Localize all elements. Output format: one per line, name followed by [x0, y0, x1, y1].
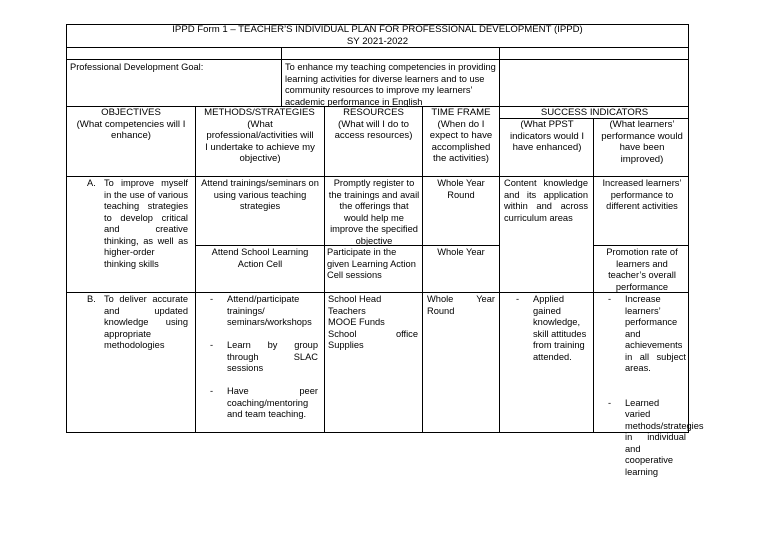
list-item: [600, 397, 704, 479]
form-title: IPPD Form 1 – TEACHER’S INDIVIDUAL PLAN FOR PROFESSIONAL DEVELOPMENT (IPPD): [172, 24, 583, 35]
resources-sub: (What will I do to access resources): [334, 118, 413, 141]
spacer-divider-1: [281, 48, 282, 106]
row-a-inner-divider-2: [593, 245, 689, 246]
bullet-dash: -: [608, 397, 612, 408]
bullet-dash: -: [210, 386, 214, 396]
list-item: [202, 386, 318, 421]
row-b-letter: B.: [87, 294, 96, 304]
methods-title: METHODS/STRATEGIES: [204, 107, 315, 118]
list-item: [202, 294, 318, 329]
col-divider-2: [324, 106, 325, 433]
list-item: [508, 294, 590, 363]
col-divider-5: [593, 118, 594, 433]
school-year: SY 2021-2022: [346, 35, 409, 47]
time-sub: (When do I expect to have accomplished the activities): [429, 118, 493, 164]
objectives-sub: (What competencies will I enhance): [76, 118, 186, 141]
row-b-learners: [600, 294, 704, 490]
row-a-objective: To improve myself in the use of various teaching strategies to develop critical and creative thinking, as well as higher-order thinking skills: [104, 178, 188, 269]
row-a-inner-divider: [195, 245, 499, 246]
success-title: SUCCESS INDICATORS: [540, 107, 649, 118]
col-divider-4: [499, 106, 500, 433]
goal-text: To enhance my teaching competencies in providing learning activities for diverse learners and to use community resources to improve my learners’ academic performance in English: [285, 62, 496, 107]
method-item-1: Attend/participate trainings/ seminars/workshops: [227, 294, 312, 327]
bullet-dash: -: [516, 294, 520, 304]
list-item: [600, 294, 686, 375]
spacer-row: [66, 48, 689, 60]
ppst-item: Applied gained knowledge, skill attitudes from training attended.: [533, 294, 587, 362]
row-a-resource-2: Participate in the given Learning Action Cell sessions: [327, 247, 416, 280]
resource-item-2: Teachers: [328, 305, 366, 316]
resource-item-4: School office Supplies: [328, 328, 418, 350]
learner-item-1: Increase learners’ performance and achievements in all subject areas.: [625, 294, 686, 373]
row-a-method-1: Attend trainings/seminars on using various teaching strategies: [201, 178, 319, 211]
learners-header: (What learners’ performance would have been improved): [601, 119, 683, 165]
row-a-learner-2: Promotion rate of learners and teacher’s overall performance: [606, 247, 678, 292]
bullet-dash: -: [608, 294, 612, 304]
row-b-objective: To deliver accurate and updated knowledge using appropriate methodologies: [104, 294, 188, 350]
methods-header: [196, 107, 324, 165]
bullet-dash: -: [210, 340, 214, 350]
row-a-letter: A.: [87, 178, 96, 188]
learner-item-2: Learned varied methods/strategies in individual and cooperative learning: [625, 397, 704, 477]
row-separator: [66, 292, 689, 293]
form-header: [66, 24, 689, 48]
resources-title: RESOURCES: [343, 107, 404, 118]
row-a-resource-1: Promptly register to the trainings and avail the offerings that would help me improve the specified objective: [328, 178, 420, 246]
row-b-time: Whole Year Round: [427, 294, 495, 316]
row-b-ppst: [508, 294, 590, 375]
row-a-time-1: Whole Year Round: [437, 178, 485, 200]
time-title: TIME FRAME: [431, 107, 491, 118]
row-a-ppst: Content knowledge and its application within and across curriculum areas: [504, 178, 588, 223]
goal-label: Professional Development Goal:: [70, 62, 204, 72]
ppst-header: (What PPST indicators would I have enhanced): [509, 119, 585, 153]
resource-item-1: School Head: [328, 294, 382, 304]
spacer-divider-2: [499, 48, 500, 106]
resources-header: [325, 107, 422, 142]
list-item: [202, 340, 318, 375]
methods-sub: (What professional/activities will I undertake to achieve my objective): [205, 118, 315, 164]
row-b-resources: [328, 294, 418, 352]
resource-item-3: MOOE Funds: [328, 317, 385, 327]
objectives-header: [67, 107, 195, 142]
header-bottom: [66, 176, 689, 177]
row-a-time-2: Whole Year: [437, 247, 485, 257]
objectives-title: OBJECTIVES: [101, 107, 161, 118]
row-a-learner-1: Increased learners’ performance to different activities: [602, 178, 682, 211]
row-b-methods: [202, 294, 318, 432]
row-a-method-2: Attend School Learning Action Cell: [211, 247, 309, 269]
time-header: [423, 107, 499, 165]
method-item-3: Have peer coaching/mentoring and team teaching.: [227, 386, 318, 419]
method-item-2: Learn by group through SLAC sessions: [227, 340, 318, 373]
bullet-dash: -: [210, 294, 214, 304]
